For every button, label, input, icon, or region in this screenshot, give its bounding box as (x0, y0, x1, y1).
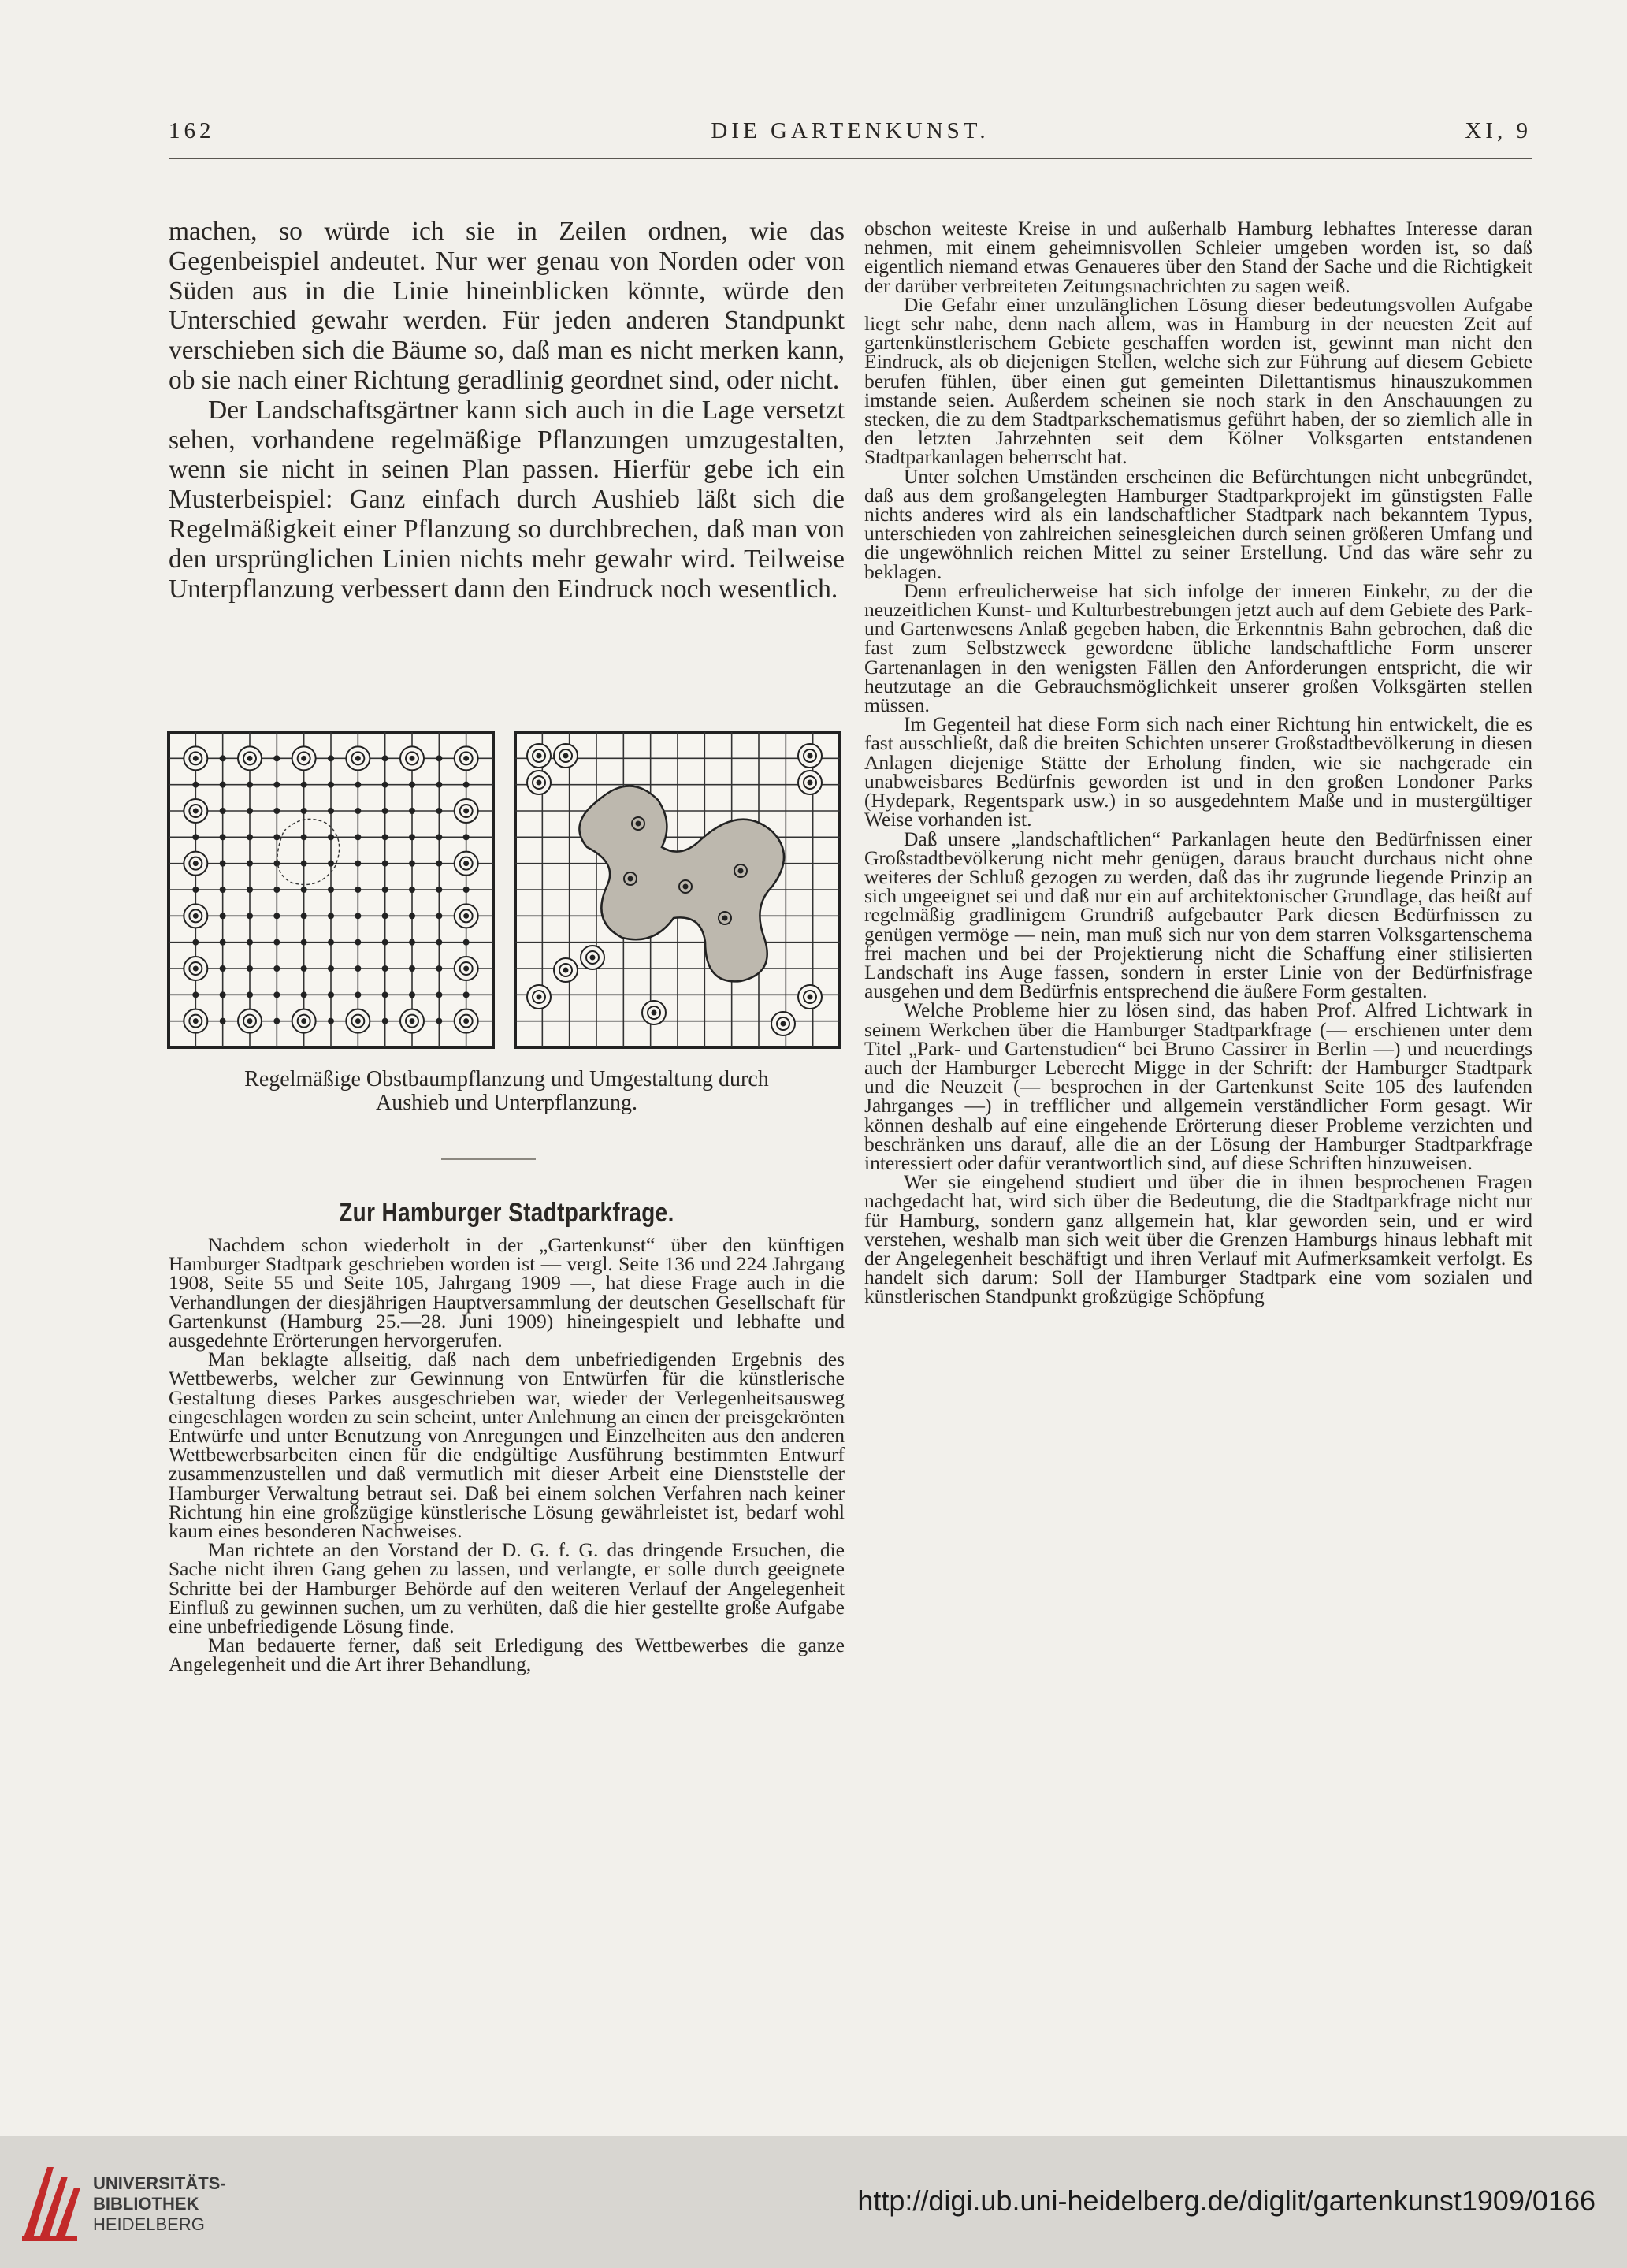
tree-symbol (527, 985, 551, 1009)
tree-dot (273, 939, 280, 946)
tree-symbol (798, 771, 822, 794)
paragraph: Die Gefahr einer unzulänglichen Lösung dieser bedeutungsvollen Aufgabe liegt sehr nahe, denn nach allem, was in Hamburg in der neuesten Zeit auf gartenkünstlerischem Gebiete geschaffen worden ist, gewinnt man nicht den Eindruck, als ob diejenigen Stellen, welche sich zur Führung auf diesem Gebiete berufen fühlen, über einen gut gemeinten Dilettantismus hinauszukommen imstande seien. Außerdem scheinen sie noch stark in den Anschauungen zu stecken, die zu dem Stadtparkschematismus geführt haben, der so ziemlich alle in den letzten Jahrzehnten seit dem Kölner Volksgarten entstandenen Stadtparkanlagen beherrscht hat. (864, 292, 1532, 469)
tree-dot (328, 1018, 334, 1024)
tree-dot (247, 991, 253, 998)
tree-dot (409, 808, 415, 814)
tree-symbol (292, 746, 316, 770)
tree-dot (220, 782, 226, 788)
tree-dot (382, 782, 388, 788)
tree-dot (192, 887, 199, 893)
tree-dot (436, 1018, 442, 1024)
tree-dot (436, 913, 442, 919)
paragraph: Unter solchen Umständen erscheinen die Befürchtungen nicht unbegründet, daß aus dem großangelegten Hamburger Stadtparkprojekt im günstigsten Falle nichts anderes wird als ein landschaftlicher Stadtpark nach bekanntem Typus, unterschieden von zahlreichen seinesgleichen durch seinen größeren Umfang und die ungewöhnlich reichen Mittel zu seiner Erstellung. Und das wäre sehr zu beklagen. (864, 464, 1532, 583)
regular-planting-plan (165, 729, 496, 1050)
tree-dot (463, 782, 470, 788)
tree-dot (382, 808, 388, 814)
university-library-logo-icon (16, 2159, 87, 2246)
tree-symbol (184, 957, 207, 980)
tree-symbol (455, 957, 478, 980)
tree-dot (220, 834, 226, 840)
journal-title: DIE GARTENKUNST. (711, 118, 990, 143)
tree-dot (382, 965, 388, 972)
tree-dot (220, 965, 226, 972)
tree-symbol (527, 771, 551, 794)
tree-dot (382, 991, 388, 998)
left-column-top (169, 217, 845, 604)
figure-plans (165, 729, 845, 1050)
tree-dot (301, 913, 307, 919)
tree-dot (273, 782, 280, 788)
tree-symbol (455, 852, 478, 876)
tree-dot (273, 808, 280, 814)
tree-dot (328, 861, 334, 867)
tree-dot (382, 913, 388, 919)
tree-dot (409, 782, 415, 788)
article-right-column (864, 219, 1532, 1307)
tree-dot (247, 913, 253, 919)
tree-dot (382, 755, 388, 761)
tree-dot (355, 808, 361, 814)
tree-dot (220, 1018, 226, 1024)
paragraph: obschon weiteste Kreise in und außerhalb Hamburg lebhaftes Interesse daran nehmen, mit einem geheimnisvollen Schleier umgeben worden ist, so daß eigentlich niemand etwas Genaueres über den Stand der Sache und die Richtigkeit der darüber verbreiteten Zeitungsnachrichten zu sagen weiß. (864, 217, 1532, 297)
tree-dot (409, 861, 415, 867)
tree-dot (355, 991, 361, 998)
tree-symbol (184, 746, 207, 770)
tree-dot (273, 861, 280, 867)
tree-symbol (400, 746, 424, 770)
tree-dot (328, 755, 334, 761)
paragraph: Man beklagte allseitig, daß nach dem unbefriedigenden Ergebnis des Wettbewerbs, welcher zur Gewinnung von Entwürfen für die künstlerische Gestaltung dieses Parkes ausgeschrieben war, wieder der Verlegenheitsausweg eingeschlagen worden zu sein scheint, unter Anlehnung an einen der preisgekrönten Entwürfe und unter Benutzung von Anregungen und Einzelheiten aus den anderen Wettbewerbsarbeiten einen für die endgültige Ausführung bestimmten Entwurf zusammenzustellen und daß vermutlich mit dieser Arbeit eine Dienststelle der Hamburger Verwaltung betraut sei. Daß bei einem solchen Verfahren nach keiner Richtung hin eine großzügige künstlerische Lösung gewährleistet ist, bedarf wohl kaum eines besonderen Nachweises. (169, 1348, 845, 1543)
tree-dot (273, 913, 280, 919)
figure-caption (169, 1068, 845, 1115)
tree-symbol (400, 1009, 424, 1033)
tree-dot (328, 965, 334, 972)
volume-issue: XI, 9 (1465, 118, 1532, 143)
tree-symbol (798, 744, 822, 768)
tree-dot (436, 834, 442, 840)
tree-dot (382, 887, 388, 893)
tree-dot (220, 991, 226, 998)
tree-symbol (798, 985, 822, 1009)
tree-dot (273, 991, 280, 998)
tree-dot (192, 782, 199, 788)
tree-dot (409, 965, 415, 972)
tree-dot (328, 939, 334, 946)
tree-dot (247, 861, 253, 867)
page-header (169, 118, 1532, 153)
tree-symbol (455, 799, 478, 823)
tree-symbol (238, 1009, 262, 1033)
tree-symbol (554, 958, 578, 982)
tree-dot (436, 808, 442, 814)
tree-dot (463, 991, 470, 998)
tree-dot (382, 1018, 388, 1024)
tree-dot (301, 991, 307, 998)
tree-dot (301, 939, 307, 946)
tree-dot (355, 939, 361, 946)
tree-dot (409, 939, 415, 946)
section-divider (441, 1158, 536, 1160)
tree-dot (220, 939, 226, 946)
page-number: 162 (169, 118, 215, 143)
tree-dot (301, 887, 307, 893)
tree-dot (220, 861, 226, 867)
tree-dot (355, 782, 361, 788)
tree-dot (355, 913, 361, 919)
tree-dot (301, 861, 307, 867)
tree-dot (273, 834, 280, 840)
tree-symbol (642, 1001, 666, 1024)
tree-symbol (184, 1009, 207, 1033)
tree-dot (220, 913, 226, 919)
tree-dot (273, 1018, 280, 1024)
article-left-column (169, 1233, 845, 1676)
paragraph: Welche Probleme hier zu lösen sind, das haben Prof. Alfred Lichtwark in seinem Werkchen über die Hamburger Stadtparkfrage (— erschienen unter dem Titel „Park- und Gartenstudien“ bei Bruno Cassirer in Berlin —) und neuerdings auch der Hamburger Leberecht Migge in der Schrift: der Hamburger Stadtpark und die Neuzeit (— besprochen in der Gartenkunst Seite 105 des laufenden Jahrganges —) in trefflicher und allgemein verständlicher Form gesagt. Wir können deshalb auf eine eingehende Erörterung dieser Probleme verzichten und beschränken uns darauf, alle die an der Lösung der Hamburger Stadtparkfrage interessiert oder dafür verantwortlich sind, auf diese Schriften hinzuweisen. (864, 998, 1532, 1174)
paragraph: Wer sie eingehend studiert und über die in ihnen besprochenen Fragen nachgedacht hat, wird sich über die Bedeutung, die die Stadtparkfrage nicht nur für Hamburg, sondern ganz allgemein hat, klar geworden sein, und er wird verstehen, weshalb man sich weit über die Grenzen Hamburgs hinaus lebhaft mit der Angelegenheit beschäftigt und ihren Verlauf mit Aufmerksamkeit verfolgt. Es handelt sich darum: Soll der Hamburger Stadtpark eine vom sozialen und künstlerischen Standpunkt großzügige Schöpfung (864, 1170, 1532, 1308)
tree-dot (355, 965, 361, 972)
tree-dot (463, 834, 470, 840)
tree-dot (409, 887, 415, 893)
tree-dot (273, 755, 280, 761)
article-title: Zur Hamburger Stadtparkfrage. (339, 1198, 674, 1228)
tree-dot (301, 808, 307, 814)
tree-dot (409, 913, 415, 919)
tree-dot (463, 939, 470, 946)
tree-dot (328, 834, 334, 840)
tree-dot (192, 834, 199, 840)
paragraph: Der Landschaftsgärtner kann sich auch in die Lage versetzt sehen, vorhandene regelmäßige Pflanzungen umzugestalten, wenn sie nicht in seinen Plan passen. Hierfür gebe ich ein Musterbeispiel: Ganz einfach durch Aushieb läßt sich die Regelmäßigkeit einer Pflanzung so durchbrechen, daß man von den ursprünglichen Linien nichts mehr gewahr wird. Teilweise Unterpflanzung verbessert dann den Eindruck noch wesentlich. (169, 395, 845, 604)
tree-dot (301, 782, 307, 788)
paragraph: Man bedauerte ferner, daß seit Erledigung des Wettbewerbes die ganze Angelegenheit und die Art ihrer Behandlung, (169, 1634, 845, 1676)
tree-dot (301, 965, 307, 972)
tree-dot (436, 782, 442, 788)
tree-dot (382, 939, 388, 946)
tree-symbol (581, 946, 604, 969)
tree-dot (436, 991, 442, 998)
tree-dot (409, 834, 415, 840)
tree-dot (328, 991, 334, 998)
library-name: UNIVERSITÄTS- BIBLIOTHEK HEIDELBERG (93, 2173, 226, 2234)
paragraph: Man richtete an den Vorstand der D. G. f. G. das dringende Ersuchen, die Sache nicht ihren Gang gehen zu lassen, und verlangte, er solle durch geeignete Schritte bei der Hamburger Behörde auf den weiteren Verlauf der Angelegenheit Einfluß zu gewinnen suchen, um zu verhüten, daß die hier gestellte große Aufgabe eine unbefriedigende Lösung finde. (169, 1538, 845, 1638)
tree-symbol (455, 904, 478, 928)
paragraph: Denn erfreulicherweise hat sich infolge der inneren Einkehr, zu der die neuzeitlichen Kunst- und Kulturbestrebungen jetzt auch auf dem Gebiete des Park- und Gartenwesens Anlaß gegeben haben, die Erkenntnis Bahn gebrochen, daß die fast zum Selbstzweck gewordene übliche landschaftliche Form unserer Gartenanlagen in den wenigsten Fällen den Anforderungen entspricht, die wir heutzutage an die Gebrauchsmöglichkeit unserer großen Volksgärten stellen müssen. (864, 578, 1532, 717)
tree-dot (355, 887, 361, 893)
tree-dot (463, 887, 470, 893)
tree-dot (301, 834, 307, 840)
tree-symbol (455, 746, 478, 770)
tree-dot (355, 834, 361, 840)
tree-dot (436, 887, 442, 893)
tree-dot (355, 861, 361, 867)
tree-dot (273, 965, 280, 972)
tree-dot (328, 887, 334, 893)
tree-symbol (346, 746, 370, 770)
tree-dot (247, 808, 253, 814)
paragraph: Im Gegenteil hat diese Form sich nach einer Richtung hin entwickelt, die es fast ausschließt, daß die breiten Schichten unserer Großstadtbevölkerung in diesen Anlagen diejenige Stätte der Erholung finden, wie sie nachgerade ein unabweisbares Bedürfnis geworden ist und in den großen Londoner Parks (Hydepark, Regentspark usw.) in so ausgedehntem Maße und in mustergültiger Weise vorhanden ist. (864, 712, 1532, 831)
tree-dot (409, 991, 415, 998)
tree-symbol (527, 744, 551, 768)
tree-dot (328, 782, 334, 788)
tree-dot (328, 913, 334, 919)
tree-dot (220, 887, 226, 893)
tree-dot (273, 887, 280, 893)
caption-line: Aushieb und Unterpflanzung. (375, 1091, 638, 1115)
tree-dot (436, 939, 442, 946)
tree-dot (220, 755, 226, 761)
tree-dot (247, 782, 253, 788)
reshaped-planting-plan (512, 729, 843, 1050)
tree-dot (247, 939, 253, 946)
tree-dot (436, 861, 442, 867)
tree-dot (328, 808, 334, 814)
tree-symbol (455, 1009, 478, 1033)
tree-dot (192, 991, 199, 998)
tree-symbol (346, 1009, 370, 1033)
tree-symbol (184, 799, 207, 823)
tree-symbol (184, 904, 207, 928)
tree-dot (382, 861, 388, 867)
source-url-link[interactable]: http://digi.ub.uni-heidelberg.de/diglit/gartenkunst1909/0166 (857, 2184, 1595, 2217)
tree-symbol (771, 1012, 795, 1035)
tree-symbol (238, 746, 262, 770)
tree-dot (436, 965, 442, 972)
header-rule (169, 158, 1532, 159)
paragraph: Daß unsere „landschaftlichen“ Parkanlagen heute den Bedürfnissen einer Großstadtbevölkerung nicht mehr genügen, daraus braucht durchaus nicht ohne weiteres der Schluß gezogen zu werden, daß das ihr zugrunde liegende Prinzip an sich ungeeignet sei und daß nur ein auf architektonischer Grundlage, das heißt auf regelmäßig gradlinigem Grundriß aufgebauter Park diesen Bedürfnissen zu genügen vermöge — nein, man muß sich nur von dem starren Volksgartenschema frei machen und bei der Projektierung nicht die Schaffung einer stilisierten Landschaft ins Auge fassen, sondern in erster Linie von der Bedürfnisfrage ausgehen und dem Bedürfnis entsprechend die äußere Form gestalten. (864, 827, 1532, 1003)
tree-symbol (184, 852, 207, 876)
tree-dot (436, 755, 442, 761)
tree-symbol (554, 744, 578, 768)
paragraph: Nachdem schon wiederholt in der „Gartenkunst“ über den künftigen Hamburger Stadtpark geschrieben worden ist — vergl. Seite 136 und 224 Jahrgang 1908, Seite 55 und Seite 105, Jahrgang 1909 —, hat diese Frage auch in die Verhandlungen der diesjährigen Hauptversammlung der deutschen Gesellschaft für Gartenkunst (Hamburg 25.—28. Juni 1909) hineingespielt und lebhafte und ausgedehnte Erörterungen hervorgerufen. (169, 1233, 845, 1352)
tree-dot (192, 939, 199, 946)
tree-symbol (292, 1009, 316, 1033)
caption-line: Regelmäßige Obstbaumpflanzung und Umgestaltung durch (244, 1067, 769, 1091)
tree-dot (247, 834, 253, 840)
tree-dot (382, 834, 388, 840)
tree-dot (247, 965, 253, 972)
paragraph: machen, so würde ich sie in Zeilen ordnen, wie das Gegenbeispiel andeutet. Nur wer genau von Norden oder von Süden aus in die Linie hineinblicken könnte, würde den Unterschied gewahr werden. Für jeden anderen Standpunkt verschieben sich die Bäume so, daß man es nicht merken kann, ob sie nach einer Richtung geradlinig geordnet sind, oder nicht. (169, 217, 845, 395)
tree-dot (220, 808, 226, 814)
tree-dot (247, 887, 253, 893)
